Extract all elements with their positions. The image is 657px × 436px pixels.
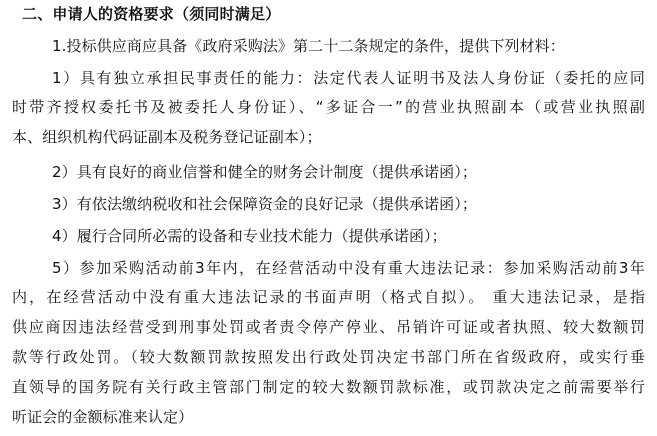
item1-line-1: 1）具有独立承担民事责任的能力：法定代表人证明书及法人身份证（委托的应同 [52,69,645,87]
item5-line-4: 款等行政处罚。（较大数额罚款按照发出行政处罚决定书部门所在省级政府，或实行垂 [12,348,645,366]
item5-line-1: 5）参加采购活动前3年内，在经营活动中没有重大违法记录：参加采购活动前3年 [52,259,645,277]
item5-line-2: 内，在经营活动中没有重大违法记录的书面声明（格式自拟）。 重大违法记录，是指 [12,288,645,306]
item5-line-3: 供应商因违法经营受到刑事处罚或者责令停产停业、吊销许可证或者执照、较大数额罚 [12,318,645,336]
item4-paragraph: 4）履行合同所必需的设备和专业技术能力（提供承诺函）； [52,227,447,245]
intro-paragraph: 1.投标供应商应具备《政府采购法》第二十二条规定的条件，提供下列材料： [52,37,565,55]
section-heading: 二、申请人的资格要求（须同时满足） [22,5,281,23]
item5-line-6: 听证会的金额标准来认定） [12,408,194,426]
item1-line-2: 时带齐授权委托书及被委托人身份证）、“多证合一”的营业执照副本（或营业执照副 [12,98,645,116]
item2-paragraph: 2）具有良好的商业信誉和健全的财务会计制度（提供承诺函）； [52,163,477,181]
item5-line-5: 直领导的国务院有关行政主管部门制定的较大数额罚款标准，或罚款决定之前需要举行 [12,378,645,396]
item1-line-3: 本、组织机构代码证副本及税务登记证副本）； [12,128,322,146]
item3-paragraph: 3）有依法缴纳税收和社会保障资金的良好记录（提供承诺函）； [52,195,477,213]
